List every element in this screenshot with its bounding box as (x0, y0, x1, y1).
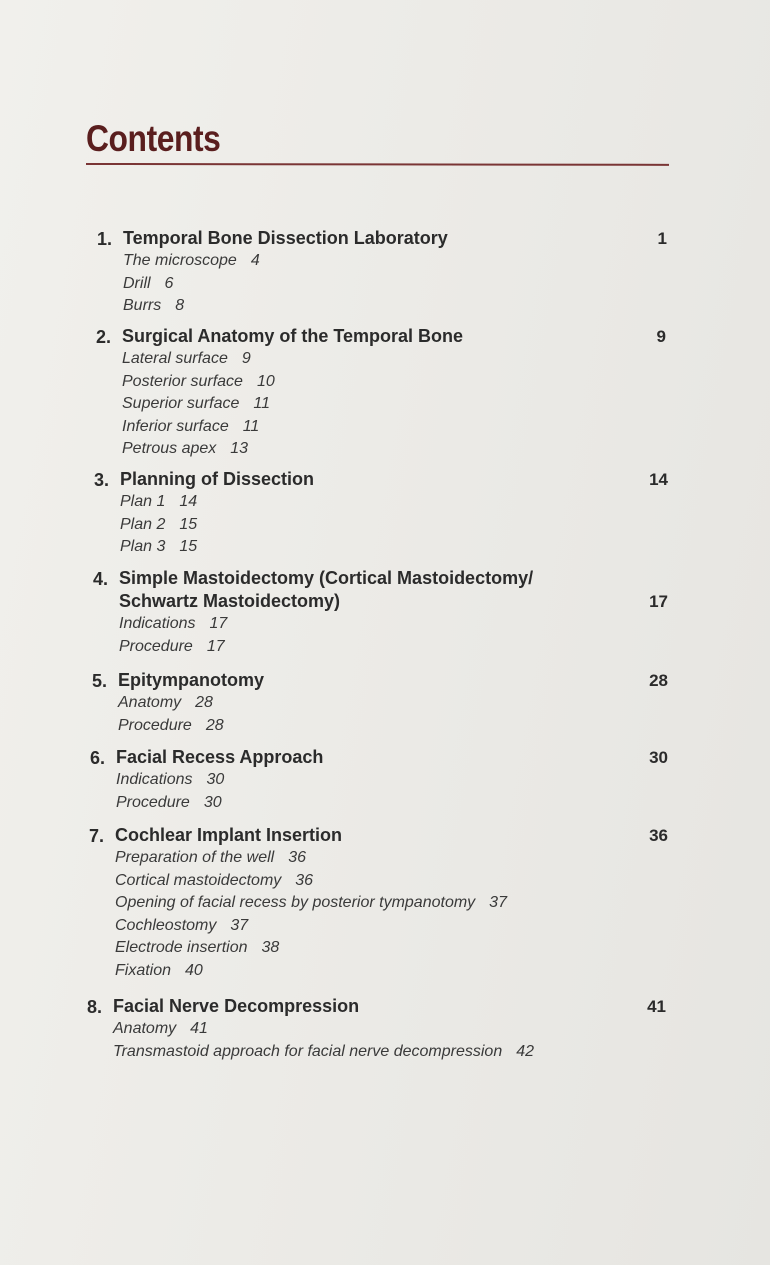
subsection-label: Opening of facial recess by posterior tympanotomy (115, 894, 476, 912)
chapter-title: Facial Recess Approach (116, 747, 324, 767)
chapter-number: 8. (87, 997, 103, 1017)
subsection-entry (115, 937, 279, 959)
subsection-label: Fixation (115, 962, 172, 979)
subsection-label: Plan 2 (120, 515, 166, 533)
subsection-entry (115, 847, 306, 869)
subsection-entry (122, 416, 259, 438)
chapter-title: Surgical Anatomy of the Temporal Bone (122, 326, 464, 346)
subsection-page-number: 36 (295, 871, 314, 889)
subsection-entry (115, 870, 313, 892)
chapter-page-number: 30 (649, 748, 668, 767)
subsection-page-number: 10 (256, 372, 275, 390)
subsection-page-number: 11 (253, 395, 270, 413)
subsection-entry (120, 536, 197, 558)
subsection-label: Superior surface (122, 395, 240, 413)
subsection-page-number: 6 (164, 274, 174, 292)
chapter-title: Simple Mastoidectomy (Cortical Mastoidectomy/ (119, 568, 534, 588)
subsection-entry (113, 1018, 208, 1040)
subsection-page-number: 11 (242, 417, 260, 435)
chapter-title: Cochlear Implant Insertion (115, 825, 343, 845)
subsection-label: The microscope (123, 252, 237, 269)
subsection-entry (118, 715, 224, 737)
subsection-label: Transmastoid approach for facial nerve decompression (113, 1042, 503, 1060)
subsection-entry (122, 348, 251, 370)
subsection-page-number: 38 (261, 939, 280, 957)
page-title: Contents (86, 118, 221, 159)
subsection-entry (116, 769, 224, 791)
subsection-entry (116, 792, 222, 814)
subsection-page-number: 30 (206, 771, 225, 788)
chapter-number: 4. (93, 569, 109, 589)
subsection-entry (123, 250, 260, 272)
subsection-page-number: 8 (175, 297, 185, 315)
chapter-page-number: 41 (647, 997, 666, 1016)
chapter-number: 5. (92, 671, 108, 691)
subsection-page-number: 41 (190, 1020, 208, 1037)
subsection-entry (122, 393, 270, 415)
subsection-label: Procedure (116, 793, 190, 811)
subsection-page-number: 9 (241, 350, 251, 367)
chapter-title: Facial Nerve Decompression (113, 996, 360, 1016)
chapter-title: Epitympanotomy (118, 670, 265, 690)
subsection-entry (115, 960, 203, 982)
subsection-label: Burrs (123, 297, 162, 315)
subsection-page-number: 42 (516, 1042, 535, 1060)
subsection-page-number: 15 (179, 515, 198, 533)
subsection-label: Drill (123, 274, 151, 292)
chapter-page-number: 14 (649, 470, 668, 489)
subsection-page-number: 40 (185, 962, 203, 979)
subsection-page-number: 15 (179, 538, 198, 556)
subsection-entry (123, 295, 184, 317)
subsection-label: Cochleostomy (115, 916, 217, 934)
subsection-entry (113, 1041, 534, 1063)
subsection-label: Anatomy (113, 1020, 177, 1037)
chapter-number: 1. (97, 229, 113, 249)
subsection-page-number: 28 (195, 694, 213, 711)
chapter-page-number: 17 (649, 592, 668, 611)
subsection-label: Lateral surface (122, 350, 228, 367)
subsection-entry (115, 915, 248, 937)
subsection-page-number: 36 (288, 849, 306, 866)
subsection-label: Anatomy (118, 694, 182, 711)
subsection-label: Indications (119, 615, 196, 632)
subsection-label: Plan 1 (120, 493, 166, 510)
chapter-number: 2. (96, 327, 112, 347)
subsection-label: Cortical mastoidectomy (115, 871, 282, 889)
subsection-entry (122, 371, 275, 393)
subsection-entry (118, 692, 213, 714)
chapter-number: 7. (89, 826, 105, 846)
subsection-entry (120, 514, 197, 536)
chapter-title: Schwartz Mastoidectomy) (119, 591, 341, 611)
chapter-title: Planning of Dissection (120, 469, 315, 489)
subsection-label: Plan 3 (120, 538, 166, 556)
subsection-entry (123, 273, 173, 295)
chapter-number: 3. (94, 470, 110, 490)
subsection-label: Procedure (118, 716, 192, 734)
chapter-number: 6. (90, 748, 106, 768)
subsection-page-number: 17 (209, 615, 228, 632)
chapter-page-number: 1 (657, 229, 667, 248)
subsection-entry (120, 491, 197, 513)
subsection-page-number: 28 (205, 716, 224, 734)
subsection-entry (122, 438, 248, 460)
subsection-page-number: 37 (230, 916, 249, 934)
subsection-label: Indications (116, 771, 193, 788)
chapter-page-number: 9 (656, 327, 666, 346)
subsection-label: Posterior surface (122, 372, 243, 390)
subsection-label: Petrous apex (122, 440, 217, 458)
subsection-page-number: 13 (230, 440, 249, 458)
chapter-page-number: 28 (649, 671, 668, 690)
subsection-label: Electrode insertion (115, 939, 248, 957)
chapter-title: Temporal Bone Dissection Laboratory (123, 228, 448, 248)
subsection-page-number: 37 (489, 894, 507, 912)
subsection-page-number: 14 (179, 493, 198, 510)
subsection-page-number: 17 (206, 637, 225, 655)
subsection-entry (115, 892, 507, 914)
chapter-page-number: 36 (649, 826, 668, 845)
subsection-label: Preparation of the well (115, 849, 275, 866)
subsection-page-number: 30 (203, 793, 222, 811)
subsection-label: Inferior surface (122, 417, 229, 435)
subsection-page-number: 4 (250, 252, 260, 269)
title-divider (86, 163, 669, 166)
subsection-entry (119, 613, 227, 635)
subsection-label: Procedure (119, 637, 193, 655)
subsection-entry (119, 636, 225, 658)
